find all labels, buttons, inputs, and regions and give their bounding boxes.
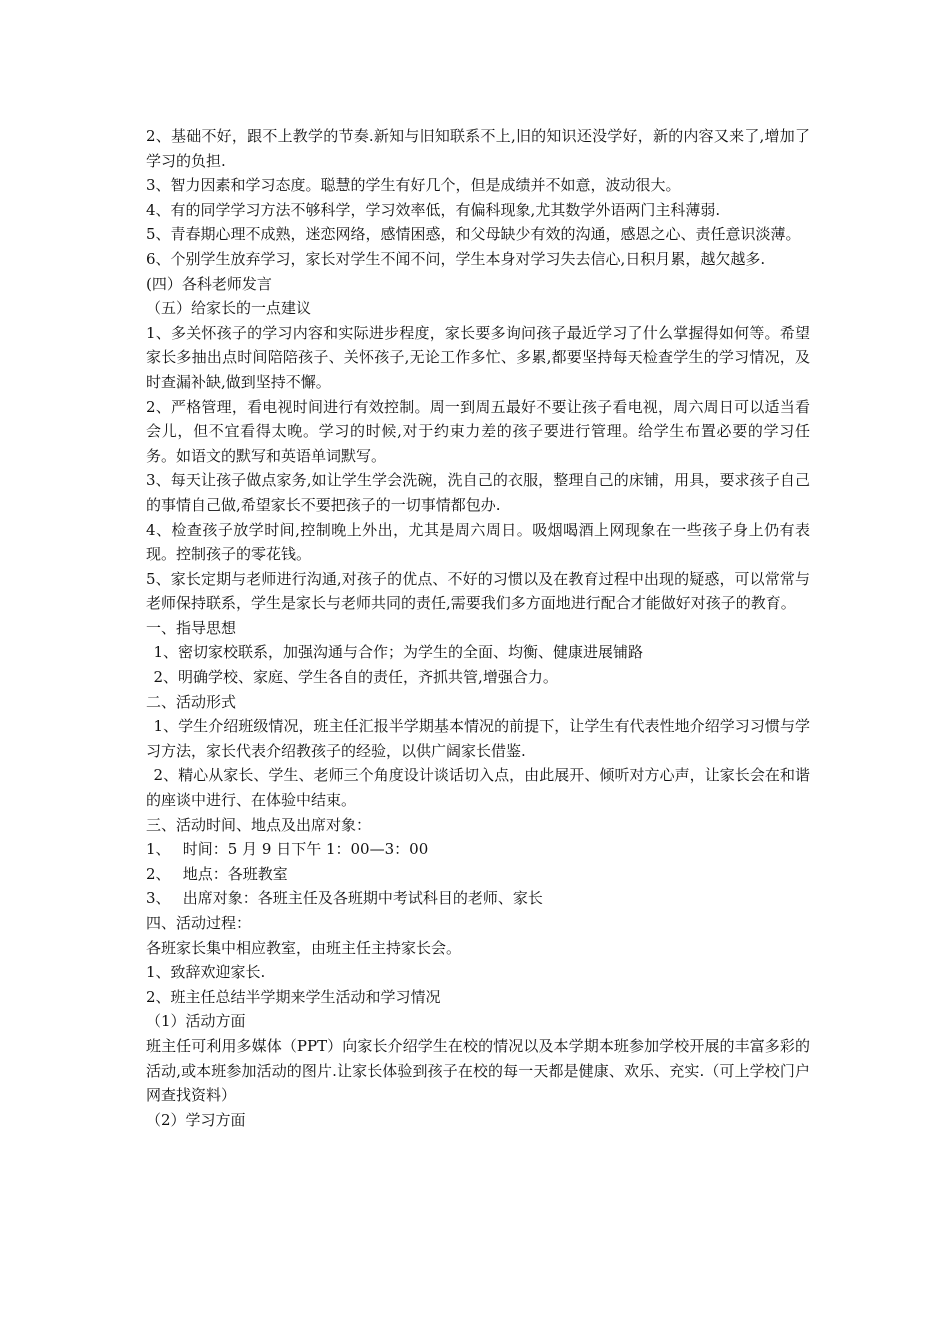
paragraph: 3、每天让孩子做点家务,如让学生学会洗碗，洗自己的衣服，整理自己的床铺，用具，要求孩子自己的事情自己做,希望家长不要把孩子的一切事情都包办. xyxy=(146,471,810,514)
section-heading: 四、活动过程： xyxy=(146,914,252,932)
paragraph: 1、学生介绍班级情况，班主任汇报半学期基本情况的前提下，让学生有代表性地介绍学习习惯与学习方法，家长代表介绍教孩子的经验，以供广阔家长借鉴. xyxy=(146,717,810,760)
sub-heading: （1）活动方面 xyxy=(146,1012,246,1031)
paragraph: 1、多关怀孩子的学习内容和实际进步程度，家长要多询问孩子最近学习了什么掌握得如何等。希望家长多抽出点时间陪陪孩子、关怀孩子,无论工作多忙、多累,都要坚持每天检查学生的学习情况，及时查漏补缺,做到坚持不懈。 xyxy=(146,323,810,391)
paragraph: 5、家长定期与老师进行沟通,对孩子的优点、不好的习惯以及在教育过程中出现的疑惑，可以常常与老师保持联系，学生是家长与老师共同的责任,需要我们多方面地进行配合才能做好对孩子的教育。 xyxy=(146,569,810,613)
paragraph: 5、青春期心理不成熟，迷恋网络，感情困惑，和父母缺少有效的沟通，感恩之心、责任意识淡薄。 xyxy=(146,225,801,244)
paragraph: 2、班主任总结半学期来学生活动和学习情况 xyxy=(146,987,441,1006)
paragraph: 2、基础不好，跟不上教学的节奏.新知与旧知联系不上,旧的知识还没学好，新的内容又来了,增加了学习的负担. xyxy=(146,127,810,170)
paragraph: 班主任可利用多媒体（PPT）向家长介绍学生在校的情况以及本学期本班参加学校开展的丰富多彩的活动,或本班参加活动的图片.让家长体验到孩子在校的每一天都是健康、欢乐、充实.（可上学校门户网查找资料） xyxy=(146,1036,810,1105)
section-heading: 三、活动时间、地点及出席对象： xyxy=(146,815,372,834)
list-item: 3、 出席对象：各班主任及各班期中考试科目的老师、家长 xyxy=(146,889,543,908)
paragraph: 1、致辞欢迎家长. xyxy=(146,963,266,982)
paragraph: 3、智力因素和学习态度。聪慧的学生有好几个，但是成绩并不如意，波动很大。 xyxy=(146,176,681,195)
paragraph: 2、明确学校、家庭、学生各自的责任，齐抓共管,增强合力。 xyxy=(153,668,558,687)
section-heading: 二、活动形式 xyxy=(146,692,237,711)
sub-heading: （2）学习方面 xyxy=(146,1110,246,1129)
paragraph: 1、密切家校联系，加强沟通与合作；为学生的全面、均衡、健康进展铺路 xyxy=(153,643,644,662)
paragraph: 4、检查孩子放学时间,控制晚上外出，尤其是周六周日。吸烟喝酒上网现象在一些孩子身上仍有表现。控制孩子的零花钱。 xyxy=(146,520,810,564)
paragraph: 2、严格管理，看电视时间进行有效控制。周一到周五最好不要让孩子看电视，周六周日可以适当看会儿，但不宜看得太晚。学习的时候,对于约束力差的孩子要进行管理。给学生布置必要的学习任务。如语文的默写和英语单词默写。 xyxy=(146,397,810,465)
section-heading: 一、指导思想 xyxy=(146,618,237,637)
paragraph: 4、有的同学学习方法不够科学，学习效率低，有偏科现象,尤其数学外语两门主科薄弱. xyxy=(146,200,721,219)
list-item: 1、 时间：5 月 9 日下午 1：00—3：00 xyxy=(146,840,429,859)
paragraph: 6、个别学生放弃学习，家长对学生不闻不问，学生本身对学习失去信心,日积月累，越欠越多. xyxy=(146,249,766,268)
paragraph: 2、精心从家长、学生、老师三个角度设计谈话切入点，由此展开、倾听对方心声，让家长会在和谐的座谈中进行、在体验中结束。 xyxy=(146,766,810,810)
list-item: 2、 地点：各班教室 xyxy=(146,864,288,883)
section-heading: (四）各科老师发言 xyxy=(146,274,272,293)
document-page xyxy=(146,124,810,1132)
paragraph: 各班家长集中相应教室，由班主任主持家长会。 xyxy=(146,938,462,957)
section-heading: （五）给家长的一点建议 xyxy=(146,299,312,318)
